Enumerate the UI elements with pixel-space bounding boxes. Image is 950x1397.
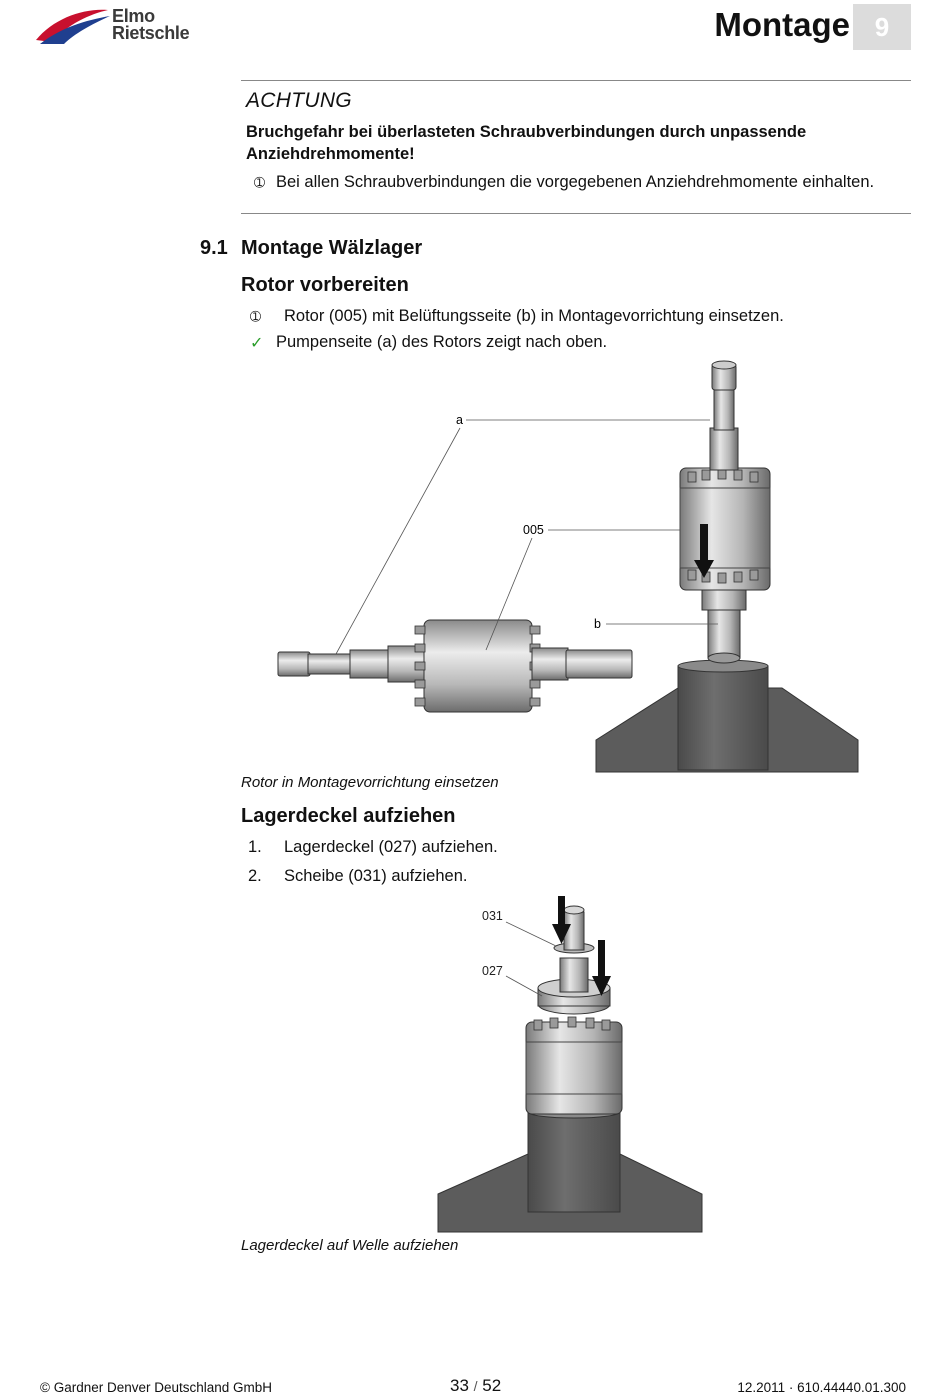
brand-line-1: Elmo xyxy=(112,6,155,26)
label-b: b xyxy=(594,617,601,631)
figure-bearing-cover xyxy=(430,892,710,1236)
instruction-step-icon: ➀ xyxy=(254,175,265,190)
label-031: 031 xyxy=(482,909,503,923)
label-a: a xyxy=(456,413,463,427)
result-check-icon: ✓ xyxy=(250,335,264,352)
rotor-vertical xyxy=(680,361,770,663)
notice-top-rule xyxy=(241,80,911,81)
brand-name xyxy=(112,8,189,42)
rotor-with-cover xyxy=(526,906,622,1114)
section-number: 9.1 xyxy=(200,237,228,259)
brand-line-2: Rietschle xyxy=(112,23,190,43)
page-current: 33 xyxy=(450,1376,469,1395)
assembly-stand xyxy=(596,660,858,772)
step-2-number: 2. xyxy=(248,867,262,885)
rotor-step-text: Rotor (005) mit Belüftungsseite (b) in Montagevorrichtung einsetzen. xyxy=(284,307,784,325)
step-2-text: Scheibe (031) aufziehen. xyxy=(284,867,468,885)
footer-doc-ref: 12.2011 · 610.44440.01.300 xyxy=(737,1380,906,1395)
rotor-heading: Rotor vorbereiten xyxy=(241,274,409,296)
step-1-number: 1. xyxy=(248,838,262,856)
page-total: 52 xyxy=(482,1376,502,1395)
figure-caption-rotor: Rotor in Montagevorrichtung einsetzen xyxy=(241,774,499,791)
step-1-text: Lagerdeckel (027) aufziehen. xyxy=(284,838,498,856)
rotor-step-icon: ➀ xyxy=(250,309,261,324)
page-separator: / xyxy=(473,1378,478,1394)
section-title: Montage Wälzlager xyxy=(241,237,423,259)
page-number xyxy=(450,1376,501,1396)
label-027: 027 xyxy=(482,964,503,978)
notice-bottom-rule xyxy=(241,213,911,214)
rotor-result-text: Pumpenseite (a) des Rotors zeigt nach oben. xyxy=(276,333,608,351)
brand-logo-icon xyxy=(34,4,112,46)
notice-warning: Bruchgefahr bei überlasteten Schraubverbindungen durch unpassende Anziehdrehmomente! xyxy=(246,123,807,163)
lagerdeckel-heading: Lagerdeckel aufziehen xyxy=(241,805,456,827)
figure-caption-cover: Lagerdeckel auf Welle aufziehen xyxy=(241,1237,459,1254)
notice-title: ACHTUNG xyxy=(246,89,352,112)
footer-copyright: © Gardner Denver Deutschland GmbH xyxy=(40,1380,273,1395)
figure-rotor-insert xyxy=(270,358,870,776)
leader-lines xyxy=(336,420,718,654)
notice-instruction: Bei allen Schraubverbindungen die vorgegebenen Anziehdrehmomente einhalten. xyxy=(276,173,875,191)
page-title: Montage xyxy=(714,6,850,43)
assembly-stand-2 xyxy=(438,1106,702,1232)
chapter-badge: 9 xyxy=(853,4,911,50)
rotor-horizontal xyxy=(278,620,632,712)
label-005: 005 xyxy=(523,523,544,537)
